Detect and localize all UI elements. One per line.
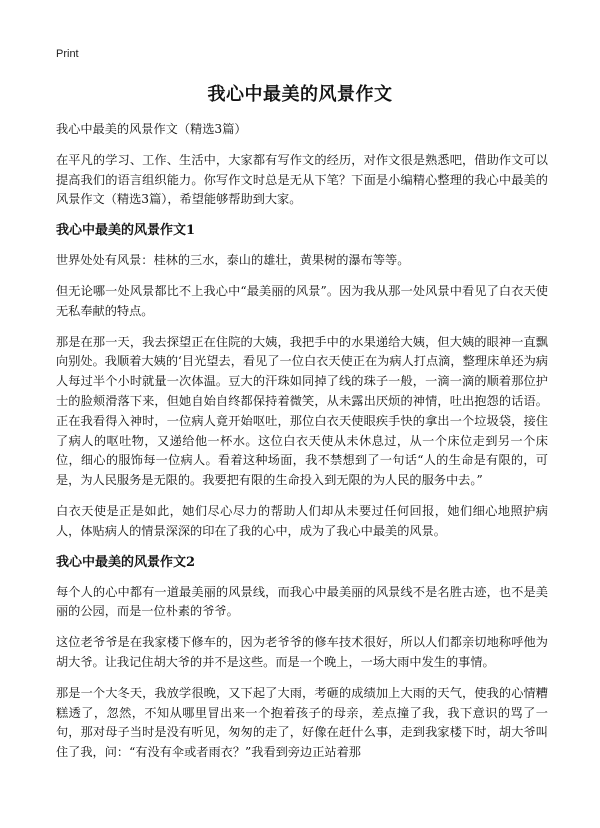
article-body — [56, 120, 548, 774]
section-2-title: 我心中最美的风景作文2 — [56, 554, 196, 570]
section-2-paragraph: 这位老爷爷是在我家楼下修车的，因为老爷爷的修车技术很好，所以人们都亲切地称呼他为胡大爷。让我记住胡大爷的并不是这些。而是一个晚上，一场大雨中发生的事情。 — [56, 635, 548, 669]
section-2-paragraph: 每个人的心中都有一道最美丽的风景线，而我心中最美丽的风景线不是名胜古迹，也不是美丽的公园，而是一位朴素的爷爷。 — [56, 584, 548, 619]
section-1-title: 我心中最美的风景作文1 — [56, 223, 196, 239]
print-link[interactable]: Print — [56, 48, 79, 60]
page-title: 我心中最美的风景作文 — [207, 84, 393, 105]
section-1-paragraph: 但无论哪一处风景都比不上我心中“最美丽的风景”。因为我从那一处风景中看见了白衣天使无私奉献的特点。 — [56, 283, 548, 318]
section-1-paragraph: 那是在那一天，我去探望正在住院的大姨，我把手中的水果递给大姨，但大姨的眼神一直飘向别处。我顺着大姨的‘目光望去，看见了一位白衣天使正在为病人打点滴，整理床单还为病人每过半个小时就量一次体温。豆大的汗珠如同掉了线的珠子一般，一滴一滴的顺着那位护士的脸颊滑落下来，但她自始自终都保持着微笑，从未露出厌烦的神情，吐出抱怨的话语。正在我看得入神时，一位病人竟开始呕吐，那位白衣天使眼疾手快的拿出一个垃圾袋，接住了病人的呕吐物，又递给他一杯水。这位白衣天使从未休息过，从一个床位走到另一个床位，细心的服饰每一位病人。看着这种场面，我不禁想到了一句话“人的生命是有限的，可是，为人民服务是无限的。我要把有限的生命投入到无限的为人民的服务中去。” — [56, 334, 548, 488]
section-2-paragraph: 那是一个大冬天，我放学很晚，又下起了大雨，考砸的成绩加上大雨的天气，使我的心情糟糕透了，忽然，不知从哪里冒出来一个抱着孩子的母亲，差点撞了我，我下意识的骂了一句，那对母子当时是没有听见，匆匆的走了，好像在赶什么事，走到我家楼下时，胡大爷叫住了我，问：“有没有伞或者雨衣？”我看到旁边正站着那 — [56, 685, 548, 760]
section-1-paragraph: 世界处处有风景：桂林的三水，泰山的雄壮，黄果树的瀑布等等。 — [56, 253, 410, 268]
intro-paragraph: 在平凡的学习、工作、生活中，大家都有写作文的经历，对作文很是熟悉吧，借助作文可以提高我们的语言组织能力。你写作文时总是无从下笔？下面是小编精心整理的我心中最美的风景作文（精选3篇），希望能够帮助到大家。 — [56, 152, 548, 207]
intro-subtitle: 我心中最美的风景作文（精选3篇） — [56, 122, 247, 136]
section-1-paragraph: 白衣天使是正是如此，她们尽心尽力的帮助人们却从未要过任何回报，她们细心地照护病人，体贴病人的情景深深的印在了我的心中，成为了我心中最美的风景。 — [56, 503, 548, 538]
